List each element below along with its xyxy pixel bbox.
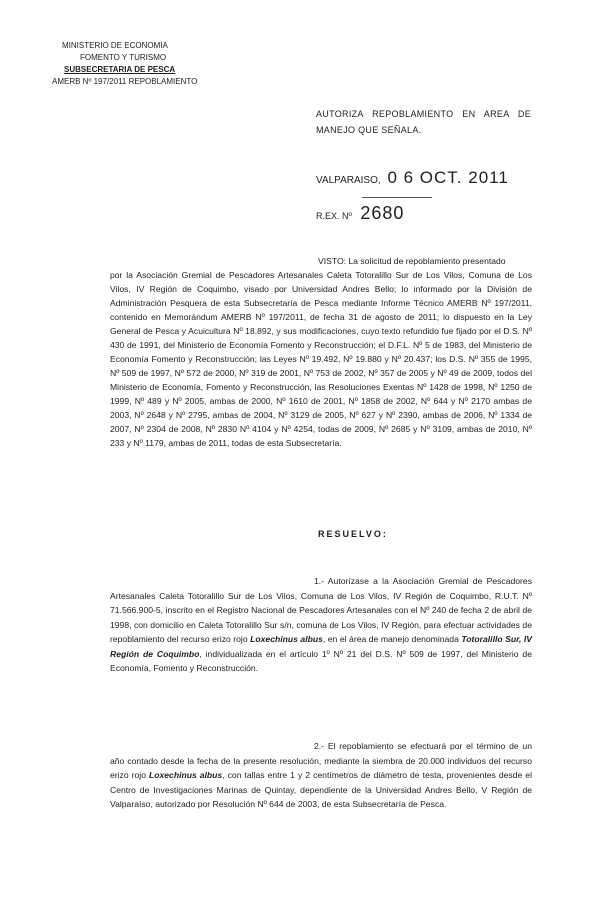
article-1-text-a: 1.- Autorízase a la Asociación Gremial de Pescadores Artesanales Caleta Totoralillo Sur de Los Vilos, Comuna de Los Vilos, IV Región de Coquimbo, R.U.T. Nº 71.566.900-5, inscrito en el Registro Nacional de Pescadores Artesanales con el Nº 240 de fecha 2 de abril de 1998, con domicilio en Caleta Totoralillo Sur s/n, comuna de Los Vilos, IV Región, para efectuar actividades de repoblamiento del recurso erizo rojo [110, 576, 532, 644]
number-overline [362, 197, 432, 198]
rex-label: R.EX. Nº [316, 211, 352, 221]
place-label: VALPARAISO, [316, 175, 381, 186]
rex-number: 2680 [360, 203, 405, 223]
article-2-text-b: , con tallas entre 1 y 2 centímetros de diámetro de testa, provenientes desde el Centro de Investigaciones Marinas de Quintay, dependiente de la Universidad Andres Bello, V Región de Valparaíso, autorizado por Resolución Nº 644 de 2003, de esta Subsecretaría de Pesca. [110, 770, 532, 809]
resolution-subject: AUTORIZA REPOBLAMIENTO EN AREA DE MANEJO QUE SEÑALA. [316, 109, 531, 135]
resolution-number [316, 203, 404, 224]
visto-lead: VISTO: La solicitud de repoblamiento presentado [318, 256, 506, 266]
article-2-species: Loxechinus albus [149, 770, 223, 780]
article-1-area: Totoralillo Sur, IV Región de Coquimbo [110, 634, 532, 659]
date-stamp: 0 6 OCT. 2011 [387, 168, 509, 187]
visto-paragraph [110, 254, 532, 450]
article-1-text-b: , en el área de manejo denominada [322, 634, 462, 644]
document-reference: AMERB Nº 197/2011 REPOBLAMIENTO [52, 77, 198, 86]
article-1-paragraph [110, 574, 532, 676]
ministry-subtitle: FOMENTO Y TURISMO [80, 53, 167, 62]
article-1-species: Loxechinus albus [250, 634, 323, 644]
letterhead [52, 40, 222, 88]
resuelvo-heading: RESUELVO: [318, 529, 388, 539]
visto-text: por la Asociación Gremial de Pescadores Artesanales Caleta Totoralillo Sur de Los Vilos, Comuna de Los Vilos, IV Región de Coquimbo, visado por Universidad Andres Bello; lo informado por la División de Administración Pesquera de esta Subsecretaría de Pesca mediante Informe Técnico AMERB Nº 197/2011, contenido en Memorándum AMERB Nº 197/2011, de fecha 31 de agosto de 2011; lo dispuesto en la Ley General de Pesca y Acuicultura Nº 18.892, y sus modificaciones, cuyo texto refundido fue fijado por el D.S. Nº 430 de 1991, del Ministerio de Economía Fomento y Reconstrucción; el D.F.L. Nº 5 de 1983, del Ministerio de Economía Fomento y Reconstrucción; las Leyes Nº 19.492, Nº 19.880 y Nº 20.437; los D.S. Nº 355 de 1995, Nº 509 de 1997, Nº 572 de 2000, Nº 319 de 2001, Nº 753 de 2002, Nº 357 de 2005 y Nº 49 de 2009, todos del Ministerio de Economía, Fomento y Reconstrucción, las Resoluciones Exentas Nº 1428 de 1998, Nº 1250 de 1999, Nº 489 y Nº 2005, ambas de 2000, Nº 1610 de 2001, Nº 1858 de 2002, Nº 644 y Nº 2170 ambas de 2003, Nº 2648 y Nº 2795, ambas de 2004, Nº 3129 de 2005, Nº 627 y Nº 2390, ambas de 2006, Nº 1334 de 2007, Nº 2304 de 2008, Nº 2830 Nº 4104 y Nº 4254, todas de 2009, Nº 2685 y Nº 3109, ambas de 2010, Nº 233 y Nº 1179, ambas de 2011, todas de esta Subsecretaría. [110, 270, 532, 448]
ministry-name: MINISTERIO DE ECONOMIA [62, 41, 168, 50]
subsecretaria-name: SUBSECRETARIA DE PESCA [64, 65, 176, 74]
place-and-date [316, 168, 509, 188]
article-2-text-a: 2.- El repoblamiento se efectuará por el término de un año contado desde la fecha de la presente resolución, mediante la siembra de 20.000 individuos del recurso erizo rojo [110, 741, 532, 780]
article-1-text-c: , individualizada en el artículo 1º Nº 21 del D.S. Nº 509 de 1997, del Ministerio de Economía, Fomento y Reconstrucción. [110, 648, 532, 673]
article-2-paragraph [110, 739, 532, 812]
